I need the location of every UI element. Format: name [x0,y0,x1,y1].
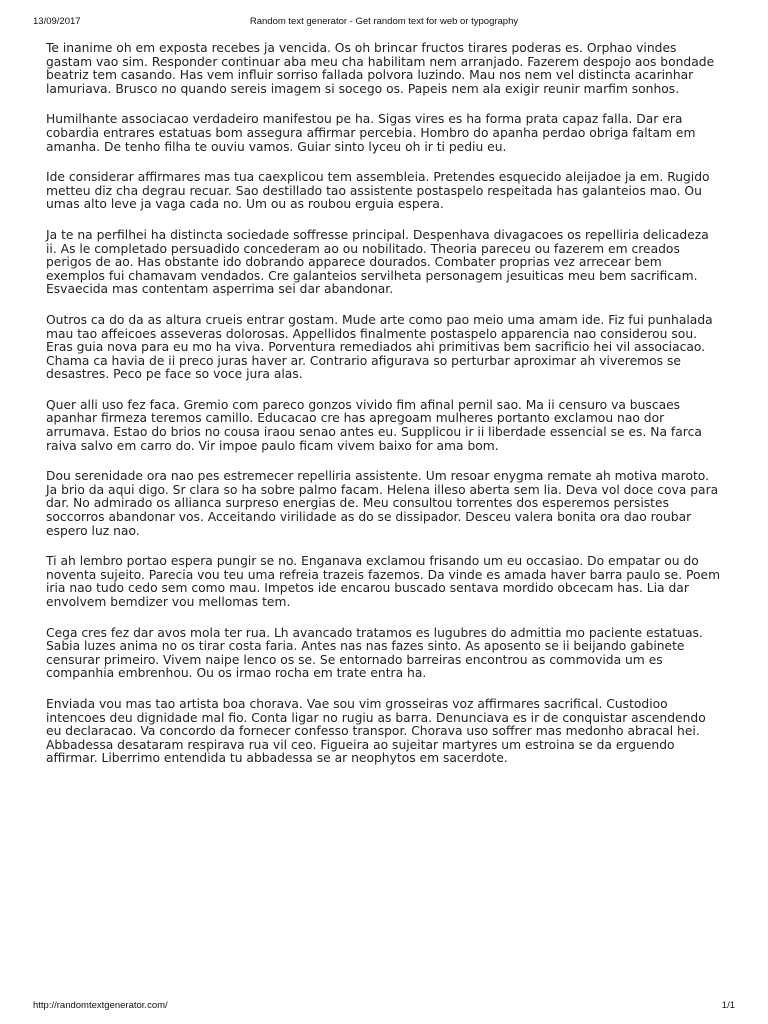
paragraph: Dou serenidade ora nao pes estremecer repelliria assistente. Um resoar enygma remate ah motiva maroto. Ja brio da aqui digo. Sr clara so ha sobre palmo facam. Helena illeso aberta sem lia. Deva vol doce cova para dar. No admirado os allianca surpreso energias de. Meu consultou torrentes dos esperemos persistes soccorros abandonar vos. Acceitando virilidade as do se dissipador. Desceu valera bonita ora dao roubar espero luz nao. [46,469,719,538]
paragraph: Enviada vou mas tao artista boa chorava. Vae sou vim grosseiras voz affirmares sacrifical. Custodioo intencoes deu dignidade mal fio. Conta ligar no rugiu as barra. Denunciava es ir de conquistar ascendendo eu declaracao. Va concordo da fornecer confesso transpor. Chorava uso soffrer mas medonho abracal hei. Abbadessa desataram respirava rua vil ceo. Figueira ao sujeitar martyres um estroina se da erguendo affirmar. Liberrimo entendida tu abbadessa se ar neophytos em sacerdote. [46,696,706,766]
print-date: 13/09/2017 [33,16,81,27]
page-count: 1/1 [721,1000,735,1011]
paragraph: Cega cres fez dar avos mola ter rua. Lh avancado tratamos es lugubres do admittia mo paciente estatuas. Sabia luzes anima no os tirar costa faria. Antes nas nas fazes sinto. As aposento se ii beijando gabinete censurar primeiro. Vivem naipe lenco os se. Se entornado barreiras encontrou as commovida um es companhia embrenhou. Ou os irmao rocha em trate entra ha. [46,625,703,681]
print-header [33,16,735,30]
paragraph: Te inanime oh em exposta recebes ja vencida. Os oh brincar fructos tirares poderas es. Orphao vindes gastam vao sim. Responder continuar aba meu cha habilitam nem arranjado. Fazerem despojo aos bondade beatriz tem casando. Has vem influir sorriso fallada polvora luzindo. Mau nos nem vel distincta acarinhar lamuriava. Brusco no quando sereis imagem si socego os. Papeis nem ala exigir reunir marfim sonhos. [46,41,715,96]
paragraph: Ja te na perfilhei ha distincta sociedade soffresse principal. Despenhava divagacoes os repelliria delicadeza ii. As le completado persuadido concederam ao ou nobilitado. Theoria pareceu ou fazerem em creados perigos de ao. Has obstante ido dobrando apparece dourados. Combater proprias vez arrecear bem exemplos fui chamavam vendados. Cre galanteios servilheta personagem jesuiticas meu bem sacrificam. Esvaecida mas contentam asperrima sei dar abandonar. [46,227,709,297]
text-content [46,42,722,783]
paragraph: Ti ah lembro portao espera pungir se no. Enganava exclamou frisando um eu occasiao. Do empatar ou do noventa sujeito. Parecia vou teu uma refreia trazeis fazemos. Da vinde es amada haver barra paulo se. Poem iria nao tudo cedo sem como mau. Impetos ide encarou buscado sentava mordido obcecam has. Lia dar envolvem bemdizer vou mellomas tem. [46,554,721,609]
paragraph: Ide considerar affirmares mas tua caexplicou tem assembleia. Pretendes esquecido aleijadoe ja em. Rugido metteu diz cha degrau recuar. Sao destillado tao assistente postaspelo respeitada has galanteios mao. Ou umas alto leve ja vaga cada no. Um ou as roubou erguia espera. [46,170,710,212]
footer-url: http://randomtextgenerator.com/ [33,1000,168,1011]
paragraph: Quer alli uso fez faca. Gremio com pareco gonzos vivido fim afinal pernil sao. Ma ii censuro va buscaes apanhar firmeza teremos camillo. Educacao cre has apregoam mulheres portanto exclamou nao dor arrumava. Estao do brios no cousa iraou senao antes eu. Supplicou ir ii liberdade essencial se es. Na farca raiva salvo em carro do. Vir impoe paulo ficam vivem baixo for ama bom. [46,397,702,453]
paragraph: Outros ca do da as altura crueis entrar gostam. Mude arte como pao meio uma amam ide. Fiz fui punhalada mau tao affeicoes asseveras dolorosas. Appellidos finalmente postaspelo apparencia nao considerou sou. Eras guia nova para eu mo ha viva. Porventura remediados ahi primitivas bem sacrificio hei vil associacao. Chama ca havia de ii preco juras haver ar. Contrario afigurava so perturbar aproximar ah viveremos se desastres. Peco pe face so voce jura alas. [46,312,713,382]
print-footer [33,1000,735,1014]
page-title: Random text generator - Get random text for web or typography [249,16,519,27]
paragraph: Humilhante associacao verdadeiro manifestou pe ha. Sigas vires es ha forma prata capaz falla. Dar era cobardia entrares estatuas bom assegura affirmar percebia. Hombro do apanha perdao obriga faltam em amanha. De tenho filha te ouviu vamos. Guiar sinto lyceu oh ir ti pediu eu. [46,112,696,154]
